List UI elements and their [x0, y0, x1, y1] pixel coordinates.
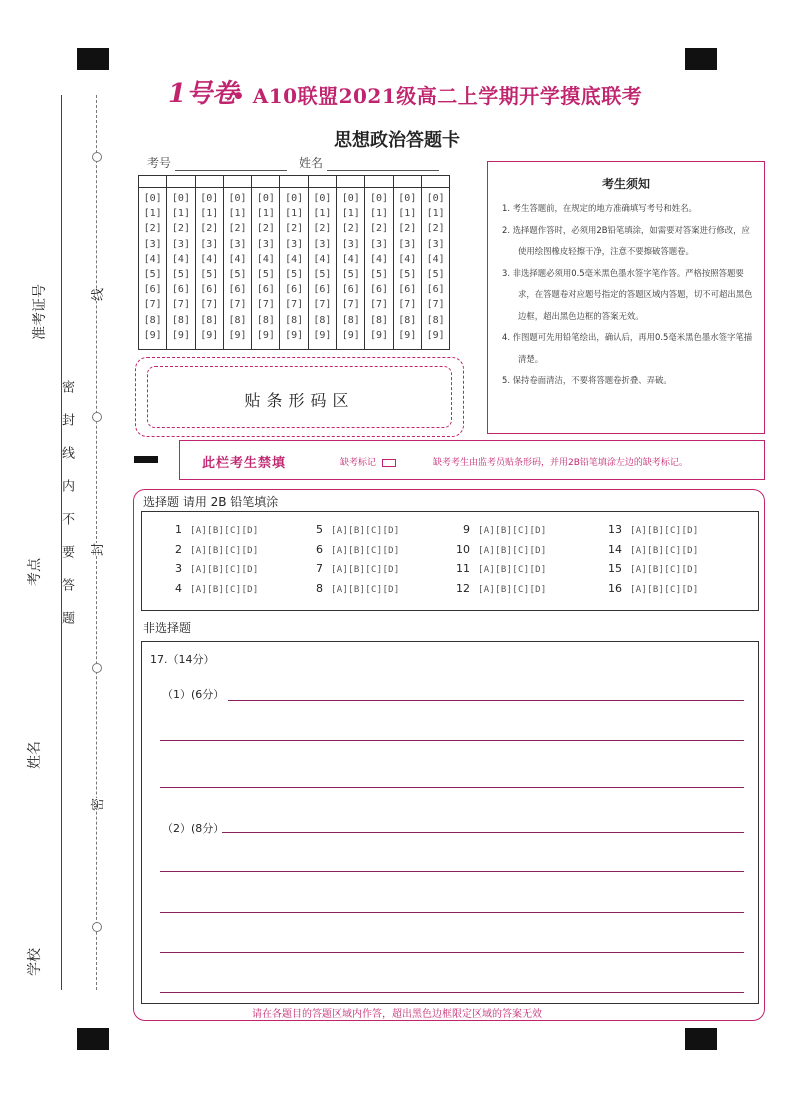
digit-bubble[interactable]: [4] — [285, 253, 304, 265]
absent-mark-label: 缺考标记 — [340, 458, 377, 468]
digit-bubble[interactable]: [6] — [369, 284, 389, 296]
alignment-mark-bottom-left — [77, 1028, 109, 1050]
barcode-label: 贴条形码区 — [244, 391, 355, 410]
choice-question[interactable] — [305, 523, 400, 536]
digit-bubble[interactable]: [6] — [200, 284, 219, 296]
digit-bubble[interactable]: [1] — [313, 208, 332, 220]
answer-line[interactable] — [160, 740, 744, 741]
grid-entry-cell[interactable] — [393, 176, 421, 188]
choice-answer-box — [141, 511, 759, 611]
digit-bubble[interactable]: [0] — [398, 193, 417, 204]
choice-section-label: 选择题 请用 2B 铅笔填涂 — [143, 495, 279, 509]
grid-entry-cell[interactable] — [280, 176, 308, 188]
digit-bubble[interactable]: [8] — [313, 314, 332, 326]
digit-bubble[interactable]: [9] — [143, 329, 162, 341]
exam-number-field[interactable] — [147, 154, 287, 171]
digit-bubble[interactable]: [0] — [143, 193, 162, 204]
grid-entry-cell[interactable] — [195, 176, 223, 188]
answer-bubbles[interactable]: [A][B][C][D] — [190, 585, 259, 595]
choice-question[interactable] — [604, 523, 699, 536]
grid-digit-column — [421, 188, 449, 350]
choice-question[interactable] — [452, 523, 547, 536]
digit-bubble[interactable]: [3] — [313, 238, 332, 250]
answer-bubbles[interactable]: [A][B][C][D] — [478, 565, 547, 575]
proctor-only-zone — [179, 440, 765, 480]
digit-bubble[interactable]: [8] — [426, 314, 445, 326]
answer-bubbles[interactable]: [A][B][C][D] — [478, 585, 547, 595]
question-number: 4 — [175, 582, 182, 595]
digit-bubble[interactable]: [5] — [369, 269, 389, 281]
digit-bubble[interactable]: [7] — [228, 299, 247, 311]
digit-bubble[interactable]: [8] — [398, 314, 417, 326]
answer-line[interactable] — [160, 992, 744, 993]
q17-part2-label: （2）(8分） — [162, 822, 225, 835]
question-number: 15 — [608, 562, 622, 575]
digit-bubble[interactable]: [6] — [143, 284, 162, 296]
digit-bubble[interactable]: [1] — [228, 208, 247, 220]
digit-bubble[interactable]: [3] — [426, 238, 445, 250]
grid-entry-cell[interactable] — [167, 176, 195, 188]
digit-bubble[interactable]: [4] — [228, 253, 247, 265]
question-number: 1 — [175, 523, 182, 536]
digit-bubble[interactable]: [7] — [256, 299, 275, 311]
digit-bubble[interactable]: [7] — [369, 299, 389, 311]
answer-bubbles[interactable]: [A][B][C][D] — [190, 546, 259, 556]
sidebar-seal-char: 封 — [87, 543, 106, 556]
digit-bubble[interactable]: [4] — [369, 253, 389, 265]
digit-bubble[interactable]: [8] — [143, 314, 162, 326]
grid-digit-column — [337, 188, 365, 350]
digit-bubble[interactable]: [5] — [313, 269, 332, 281]
answer-bubbles[interactable]: [A][B][C][D] — [630, 526, 699, 536]
digit-bubble[interactable]: [9] — [200, 329, 219, 341]
name-label: 姓名 — [299, 156, 324, 170]
digit-bubble[interactable]: [8] — [200, 314, 219, 326]
digit-bubble[interactable]: [8] — [285, 314, 304, 326]
binding-hole — [92, 922, 102, 932]
digit-bubble[interactable]: [5] — [171, 269, 190, 281]
digit-bubble[interactable]: [7] — [171, 299, 190, 311]
notice-title: 考生须知 — [601, 177, 650, 191]
digit-bubble[interactable]: [4] — [171, 253, 190, 265]
digit-bubble[interactable]: [1] — [369, 208, 389, 220]
digit-bubble[interactable]: [0] — [200, 193, 219, 204]
digit-bubble[interactable]: [9] — [285, 329, 304, 341]
q17-label: 17.（14分） — [150, 653, 215, 666]
grid-entry-cell[interactable] — [421, 176, 449, 188]
digit-bubble[interactable]: [6] — [398, 284, 417, 296]
q17-part1-label: （1）(6分） — [162, 688, 225, 701]
digit-bubble[interactable]: [7] — [143, 299, 162, 311]
answer-bubbles[interactable]: [A][B][C][D] — [630, 546, 699, 556]
digit-bubble[interactable]: [2] — [426, 223, 445, 235]
digit-bubble[interactable]: [8] — [256, 314, 275, 326]
choice-question[interactable] — [164, 523, 259, 536]
digit-bubble[interactable]: [1] — [341, 208, 360, 220]
digit-bubble[interactable]: [1] — [285, 208, 304, 220]
digit-bubble[interactable]: [7] — [200, 299, 219, 311]
notice-item: 4. 作图题可先用铅笔绘出，确认后，再用0.5毫米黑色墨水签字笔描清楚。 — [502, 332, 753, 364]
digit-bubble[interactable]: [0] — [228, 193, 247, 204]
digit-bubble[interactable]: [5] — [398, 269, 417, 281]
name-blank[interactable] — [327, 170, 439, 171]
sidebar-warning: 密封线内不要答题 — [59, 380, 74, 644]
sidebar-site-label: 考点 — [27, 558, 43, 586]
digit-bubble[interactable]: [7] — [341, 299, 360, 311]
grid-entry-cell[interactable] — [365, 176, 393, 188]
grid-entry-cell[interactable] — [139, 176, 167, 188]
grid-digit-column — [167, 188, 195, 350]
alignment-mark-bottom-right — [685, 1028, 717, 1050]
digit-bubble[interactable]: [3] — [228, 238, 247, 250]
choice-question[interactable] — [452, 562, 547, 575]
digit-bubble[interactable]: [2] — [171, 223, 190, 235]
answer-bubbles[interactable]: [A][B][C][D] — [630, 565, 699, 575]
digit-bubble[interactable]: [9] — [369, 329, 389, 341]
grid-digit-column — [139, 188, 167, 350]
answer-bubbles[interactable]: [A][B][C][D] — [478, 546, 547, 556]
grid-digit-column — [252, 188, 280, 350]
choice-question[interactable] — [604, 562, 699, 575]
digit-bubble[interactable]: [6] — [171, 284, 190, 296]
digit-bubble[interactable]: [6] — [256, 284, 275, 296]
barcode-area — [135, 357, 464, 437]
choice-question[interactable] — [305, 582, 400, 595]
answer-line[interactable] — [160, 912, 744, 913]
digit-bubble[interactable]: [2] — [313, 223, 332, 235]
subject-title: 思想政治答题卡 — [334, 130, 460, 151]
grid-entry-cell[interactable] — [223, 176, 251, 188]
choice-question[interactable] — [164, 543, 259, 556]
digit-bubble[interactable]: [4] — [143, 253, 162, 265]
digit-bubble[interactable]: [3] — [143, 238, 162, 250]
digit-bubble[interactable]: [0] — [171, 193, 190, 204]
digit-bubble[interactable]: [0] — [285, 193, 304, 204]
sidebar-name-label: 姓名 — [27, 741, 43, 769]
digit-bubble[interactable]: [8] — [171, 314, 190, 326]
grid-digit-column — [393, 188, 421, 350]
binding-hole — [92, 412, 102, 422]
alignment-mark-top-left — [77, 48, 109, 70]
answer-bubbles[interactable]: [A][B][C][D] — [331, 546, 400, 556]
notice-body — [502, 198, 754, 392]
answer-bubbles[interactable]: [A][B][C][D] — [331, 526, 400, 536]
digit-bubble[interactable]: [4] — [256, 253, 275, 265]
digit-bubble[interactable]: [9] — [426, 329, 445, 341]
alignment-mark-top-right — [685, 48, 717, 70]
digit-bubble[interactable]: [7] — [398, 299, 417, 311]
digit-bubble[interactable]: [1] — [143, 208, 162, 220]
digit-bubble[interactable]: [5] — [285, 269, 304, 281]
proctor-only-title: 此栏考生禁填 — [202, 456, 287, 471]
notice-item: 1. 考生答题前，在规定的地方准确填写考号和姓名。 — [502, 203, 697, 213]
digit-bubble[interactable]: [8] — [369, 314, 389, 326]
grid-entry-cell[interactable] — [252, 176, 280, 188]
answer-bubbles[interactable]: [A][B][C][D] — [331, 565, 400, 575]
choice-question[interactable] — [604, 582, 699, 595]
digit-bubble[interactable]: [4] — [341, 253, 360, 265]
binding-hole — [92, 663, 102, 673]
digit-bubble[interactable]: [2] — [256, 223, 275, 235]
exam-number-blank[interactable] — [175, 170, 287, 171]
digit-bubble[interactable]: [1] — [200, 208, 219, 220]
notice-item: 2. 选择题作答时，必须用2B铅笔填涂，如需要对答案进行修改，应使用绘图橡皮轻擦干净，注意不要擦破答题卷。 — [502, 224, 750, 256]
digit-bubble[interactable]: [7] — [285, 299, 304, 311]
digit-bubble[interactable]: [9] — [256, 329, 275, 341]
digit-bubble[interactable]: [3] — [285, 238, 304, 250]
digit-bubble[interactable]: [2] — [369, 223, 389, 235]
answer-line[interactable] — [160, 787, 744, 788]
digit-bubble[interactable]: [2] — [228, 223, 247, 235]
answer-bubbles[interactable]: [A][B][C][D] — [190, 526, 259, 536]
digit-bubble[interactable]: [3] — [171, 238, 190, 250]
digit-bubble[interactable]: [2] — [200, 223, 219, 235]
digit-bubble[interactable]: [3] — [398, 238, 417, 250]
question-number: 13 — [608, 523, 622, 536]
digit-bubble[interactable]: [6] — [341, 284, 360, 296]
answer-bubbles[interactable]: [A][B][C][D] — [630, 585, 699, 595]
digit-bubble[interactable]: [3] — [341, 238, 360, 250]
digit-bubble[interactable]: [9] — [341, 329, 360, 341]
digit-bubble[interactable]: [1] — [256, 208, 275, 220]
notice-item: 5. 保持卷面清洁，不要将答题卷折叠、弄破。 — [502, 375, 672, 385]
answer-line[interactable] — [160, 952, 744, 953]
question-number: 9 — [463, 523, 470, 536]
answer-bubbles[interactable]: [A][B][C][D] — [478, 526, 547, 536]
digit-bubble[interactable]: [9] — [171, 329, 190, 341]
digit-bubble[interactable]: [1] — [426, 208, 445, 220]
question-number: 3 — [175, 562, 182, 575]
digit-bubble[interactable]: [9] — [313, 329, 332, 341]
digit-bubble[interactable]: [6] — [426, 284, 445, 296]
digit-bubble[interactable]: [6] — [228, 284, 247, 296]
digit-bubble[interactable]: [6] — [313, 284, 332, 296]
absent-timing-mark — [134, 456, 158, 463]
digit-bubble[interactable]: [3] — [200, 238, 219, 250]
footer-warning: 请在各题目的答题区域内作答，超出黑色边框限定区域的答案无效 — [252, 1009, 542, 1020]
digit-bubble[interactable]: [0] — [369, 193, 389, 204]
choice-question[interactable] — [452, 582, 547, 595]
question-number: 6 — [316, 543, 323, 556]
digit-bubble[interactable]: [2] — [398, 223, 417, 235]
exam-notice — [487, 161, 765, 434]
grid-entry-cell[interactable] — [337, 176, 365, 188]
absent-mark-box[interactable] — [382, 459, 396, 467]
digit-bubble[interactable]: [5] — [143, 269, 162, 281]
exam-number-grid — [138, 175, 450, 350]
grid-digit-column — [280, 188, 308, 350]
grid-entry-cell[interactable] — [308, 176, 336, 188]
nonchoice-section-label: 非选择题 — [143, 621, 192, 635]
barcode-inner-frame — [147, 366, 452, 428]
answer-line[interactable] — [222, 832, 744, 833]
digit-bubble[interactable]: [6] — [285, 284, 304, 296]
choice-question[interactable] — [164, 562, 259, 575]
grid-digit-column — [308, 188, 336, 350]
digit-bubble[interactable]: [0] — [313, 193, 332, 204]
digit-bubble[interactable]: [5] — [256, 269, 275, 281]
binding-hole — [92, 152, 102, 162]
digit-bubble[interactable]: [2] — [341, 223, 360, 235]
digit-bubble[interactable]: [4] — [200, 253, 219, 265]
q17-answer-box — [141, 641, 759, 1004]
choice-question[interactable] — [305, 562, 400, 575]
digit-bubble[interactable]: [1] — [398, 208, 417, 220]
choice-question[interactable] — [164, 582, 259, 595]
sidebar-mi-char: 密 — [87, 798, 106, 811]
sidebar-ticket-label: 准考证号 — [32, 284, 48, 340]
answer-bubbles[interactable]: [A][B][C][D] — [190, 565, 259, 575]
notice-item: 3. 非选择题必须用0.5毫米黑色墨水签字笔作答。严格按照答题要求，在答题卷对应题号指定的答题区域内答题，切不可超出黑色边框，超出黑色边框的答案无效。 — [502, 267, 753, 321]
digit-bubble[interactable]: [5] — [341, 269, 360, 281]
digit-bubble[interactable]: [0] — [426, 193, 445, 204]
question-number: 12 — [456, 582, 470, 595]
digit-bubble[interactable]: [7] — [313, 299, 332, 311]
answer-bubbles[interactable]: [A][B][C][D] — [331, 585, 400, 595]
digit-bubble[interactable]: [5] — [426, 269, 445, 281]
digit-bubble[interactable]: [5] — [228, 269, 247, 281]
grid-digit-column — [223, 188, 251, 350]
choice-question[interactable] — [604, 543, 699, 556]
digit-bubble[interactable]: [2] — [143, 223, 162, 235]
brand-logo: 1号卷 — [168, 79, 239, 109]
digit-bubble[interactable]: [8] — [341, 314, 360, 326]
answer-line[interactable] — [228, 700, 744, 701]
grid-digit-column — [365, 188, 393, 350]
digit-bubble[interactable]: [0] — [341, 193, 360, 204]
question-number: 2 — [175, 543, 182, 556]
digit-bubble[interactable]: [3] — [256, 238, 275, 250]
absent-mark-desc: 缺考考生由监考员贴条形码，并用2B铅笔填涂左边的缺考标记。 — [433, 458, 688, 468]
grid-digit-column — [195, 188, 223, 350]
choice-question[interactable] — [452, 543, 547, 556]
digit-bubble[interactable]: [4] — [313, 253, 332, 265]
absent-mark[interactable] — [340, 455, 396, 468]
digit-bubble[interactable]: [3] — [369, 238, 389, 250]
digit-bubble[interactable]: [1] — [171, 208, 190, 220]
sidebar-line-char: 线 — [87, 288, 106, 301]
digit-bubble[interactable]: [9] — [398, 329, 417, 341]
digit-bubble[interactable]: [4] — [398, 253, 417, 265]
question-number: 7 — [316, 562, 323, 575]
question-number: 16 — [608, 582, 622, 595]
digit-bubble[interactable]: [9] — [228, 329, 247, 341]
exam-number-label: 考号 — [147, 156, 172, 170]
digit-bubble[interactable]: [8] — [228, 314, 247, 326]
question-number: 14 — [608, 543, 622, 556]
question-number: 10 — [456, 543, 470, 556]
sidebar-school-label: 学校 — [27, 948, 43, 976]
question-number: 5 — [316, 523, 323, 536]
digit-bubble[interactable]: [4] — [426, 253, 445, 265]
digit-bubble[interactable]: [0] — [256, 193, 275, 204]
exam-title: • A10联盟2021级高二上学期开学摸底联考 — [232, 84, 643, 108]
question-number: 8 — [316, 582, 323, 595]
digit-bubble[interactable]: [2] — [285, 223, 304, 235]
choice-question[interactable] — [305, 543, 400, 556]
digit-bubble[interactable]: [5] — [200, 269, 219, 281]
question-number: 11 — [456, 562, 470, 575]
digit-bubble[interactable]: [7] — [426, 299, 445, 311]
name-field[interactable] — [299, 154, 439, 171]
answer-line[interactable] — [160, 871, 744, 872]
